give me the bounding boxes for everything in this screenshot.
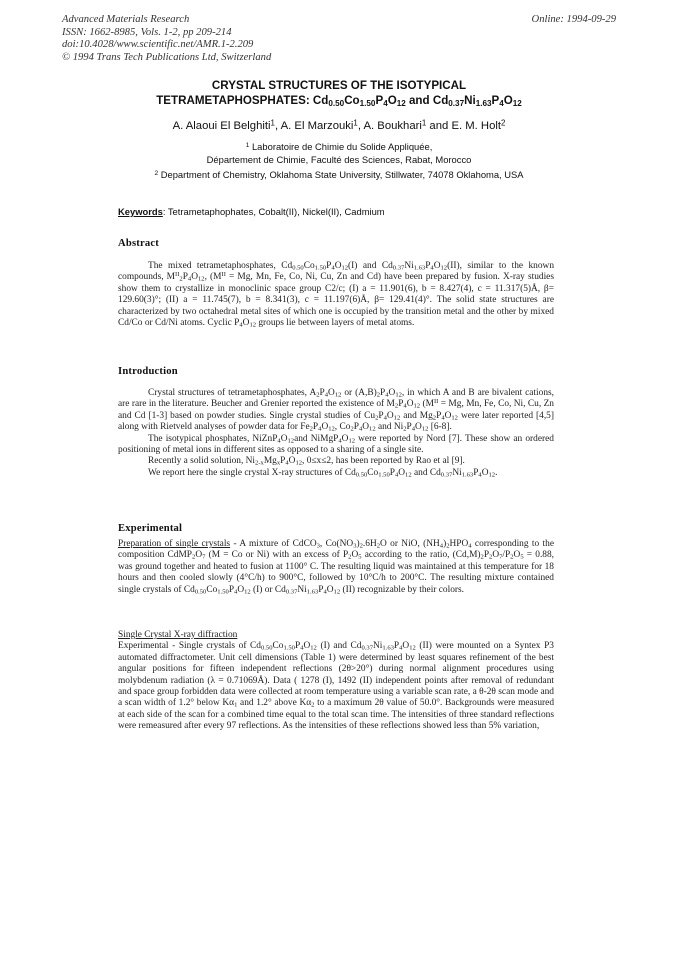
paper-title (62, 78, 616, 108)
abstract-text: The mixed tetrametaphosphates, $Cd_{0.50}Co_{1.50}P_4O_{12}(I)$ and $Cd_{0.37}Ni_{1.63}P_4O_{12}(II)$, similar to the known compounds, $M^{II}_2P_4O_{12}$, ($M^{II} = Mg$, Mn, Fe, Co, Ni, Cu, Zn and Cd) have been prepared by fusion. X-ray studies show them to crystallize in monoclinic space group C2/c; (I) a = 11.901(6), b = 8.427(4), c = 11.317(5)Å, β= 129.60(3)°; (II) a = 11.745(7), b = 8.341(3), c = 11.197(6)Å, β= 129.41(4)°. The solid state structures are characterized by two octahedral metal sites of which one is occupied by the transition metal and the other by mixed Cd/Co or Cd/Ni atoms. Cyclic $P_4O_{12}$ groups lie between layers of metal atoms. (118, 261, 555, 329)
title-line-1: CRYSTAL STRUCTURES OF THE ISOTYPICAL (211, 79, 467, 92)
author-4: E. M. Holt (451, 120, 502, 132)
doi-line: doi:10.4028/www.scientific.net/AMR.1-2.209 (62, 39, 254, 50)
keywords-label: Keywords (118, 206, 163, 217)
affiliation-2: $^2$ Department of Chemistry, Oklahoma State University, Stillwater, 74078 Oklahoma, USA (154, 169, 524, 180)
journal-header (62, 14, 271, 64)
xray-subheading: Single Crystal X-ray diffraction (118, 630, 238, 640)
issn-line: ISSN: 1662-8985, Vols. 1-2, pp 209-214 (62, 26, 232, 38)
experimental-heading: Experimental (118, 523, 183, 534)
introduction-text: Crystal structures of tetrametaphosphates, $A_2P_4O_{12}$ or $(A,B)_2P_4O_{12}$, in which A and B are bivalent cations, are rare in the literature. Beucher and Grenier reported the existence of $M_2P_4O_{12}$ ($M^{II} = Mg$, Mn, Fe, Co, Ni, Cu, Zn and Cd [1-3] based on powder studies. Single crystal studies of $Cu_2P_4O_{12}$ and $Mg_2P_4O_{12}$ were later reported [4,5] along with Rietveld analyses of powder data for $Fe_2P_4O_{12}$, $Co_2P_4O_{12}$ and $Ni_2P_4O_{12}$ [6-8]. The isotypical phosphates, $NiZnP_4O_{12}and$ $NiMgP_4O_{12}$ were reported by Nord [7]. These show an ordered positioning of metal ions in different sites as opposed to a sharing of a single site. Recently a solid solution, $Ni_{2-x}Mg_xP_4O_{12}$, 0≤x≤2, has been reported by Rao et al [9]. We report here the single crystal X-ray structures of $Cd_{0.50}Co_{1.50}P_4O_{12}$ and $Cd_{0.37}Ni_{1.63}P_4O_{12}$. (118, 388, 555, 479)
preparation-subheading: Preparation of single crystals (118, 539, 231, 549)
journal-name: Advanced Materials Research (62, 14, 190, 25)
author-1: A. Alaoui El Belghiti (172, 120, 271, 132)
affiliation-1: $^1$ Laboratoire de Chimie du Solide Appliquée, Département de Chimie, Faculté des Sciences, Rabat, Morocco (206, 141, 472, 165)
keywords-text: Tetrametaphophates, Cobalt(II), Nickel(II), Cadmium (167, 206, 385, 217)
online-date: Online: 1994-09-29 (531, 14, 616, 25)
xray-paragraph: Single Crystal X-ray diffraction Experimental - Single crystals of $Cd_{0.50}Co_{1.50}P_4O_{12}$ (I) and $Cd_{0.37}Ni_{1.63}P_4O_{12}$ (II) were mounted on a Syntex P3 automated diffractometer. Unit cell dimensions (Table 1) were determined by least squares refinement of the best angular positions for fifteen independent reflections (2θ>20°) during normal alignment procedures using molybdenum radiation (λ = 0.71069Å). Data ( 1278 (I), 1492 (II) independent points after removal of redundant and space group forbidden data were collected at room temperature using a variable scan rate, a θ-2θ scan mode and a scan width of 1.2° below $K\alpha_1$ and 1.2° above $K\alpha_2$ to a maximum 2θ value of 50.0°. Backgrounds were measured at each side of the scan for a combined time equal to the total scan time. The intensities of three standard reflections were remeasured after every 97 reflections. As the intensities of these reflections showed less than 5% variation, (118, 630, 555, 732)
introduction-heading: Introduction (118, 366, 178, 377)
abstract-heading: Abstract (118, 238, 160, 249)
preparation-paragraph: Preparation of single crystals - A mixture of CdCO$_3$, $Co(NO_3)_2.6H_2O$ or NiO, $(NH_4)_2HPO_4$ corresponding to the composition $CdMP_2O_7$ (M = Co or Ni) with an excess of $P_2O_5$ according to the ratio, $(Cd,M)_2P_2O_7/P_2O_5 = 0.88$, was ground together and heated to fusion at 1100° C. The resulting liquid was maintained at this temperature for 18 hours and then cooled slowly (4°C/h) to 900°C, followed by 10°C/h to 200°C. The resulting mixture contained single crystals of $Cd_{0.50}Co_{1.50}P_4O_{12}$ (I) or $Cd_{0.37}Ni_{1.63}P_4O_{12}$ (II) recognizable by their colors. (118, 539, 555, 596)
copyright-line: © 1994 Trans Tech Publications Ltd, Switzerland (62, 51, 272, 63)
author-list: A. Alaoui El Belghiti$^1$, A. El Marzouki$^1$, A. Boukhari$^1$ and E. M. Holt$^2$ (172, 118, 506, 132)
author-3: A. Boukhari (363, 120, 422, 132)
title-line-2: TETRAMETAPHOSPHATES: $Cd_{0.50}Co_{1.50}P_4O_{12}$ and $Cd_{0.37}Ni_{1.63}P_4O_{12}$ (156, 94, 522, 109)
author-2: A. El Marzouki (280, 120, 354, 132)
keywords: Keywords: Tetrametaphophates, Cobalt(II), Nickel(II), Cadmium (118, 206, 385, 217)
